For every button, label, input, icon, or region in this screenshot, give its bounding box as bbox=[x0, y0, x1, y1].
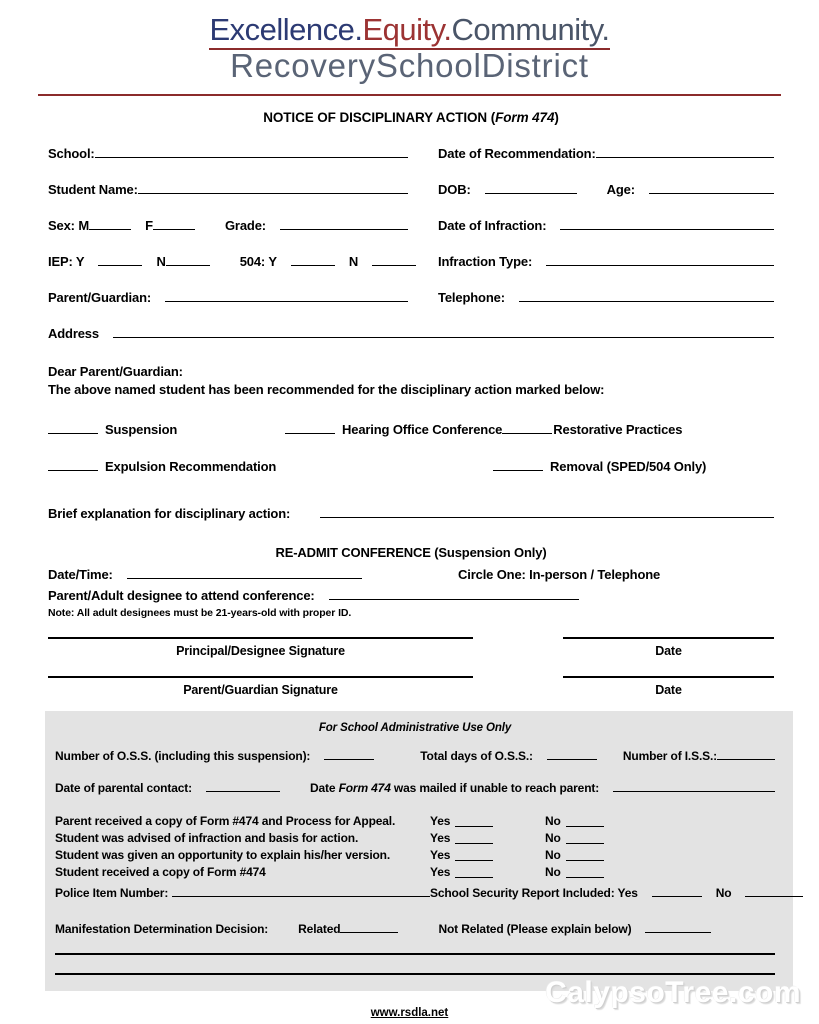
row-readmit-designee bbox=[48, 586, 774, 603]
signature-row-principal bbox=[48, 637, 774, 658]
manifestation-not-related-label: Not Related (Please explain below) bbox=[438, 922, 632, 937]
checklist-no-input[interactable] bbox=[566, 826, 604, 827]
parent-signature-label: Parent/Guardian Signature bbox=[183, 683, 338, 698]
readmit-designee-input[interactable] bbox=[329, 586, 579, 600]
logo-word-community: Community. bbox=[451, 12, 609, 50]
manifestation-explanation-line-2[interactable] bbox=[55, 973, 775, 975]
total-days-oss-label: Total days of O.S.S.: bbox=[420, 749, 533, 764]
iss-count-label: Number of I.S.S.: bbox=[622, 749, 718, 764]
district-website-link[interactable]: www.rsdla.net bbox=[370, 1007, 449, 1020]
security-report-yes-input[interactable] bbox=[652, 896, 702, 897]
checklist-yes-input[interactable] bbox=[455, 877, 493, 878]
student-name-label: Student Name: bbox=[48, 181, 138, 197]
address-label: Address bbox=[48, 325, 99, 341]
checklist-yes-input[interactable] bbox=[455, 860, 493, 861]
readmit-conference-heading: RE-ADMIT CONFERENCE (Suspension Only) bbox=[275, 545, 547, 561]
parental-contact-label: Date of parental contact: bbox=[55, 781, 192, 796]
checklist-no-label: No bbox=[545, 865, 561, 880]
principal-date-line[interactable] bbox=[563, 637, 774, 639]
row-iep-504 bbox=[48, 252, 774, 269]
manifestation-related-label: Related bbox=[298, 922, 341, 937]
manifestation-label: Manifestation Determination Decision: bbox=[55, 922, 269, 937]
checklist-no-input[interactable] bbox=[566, 860, 604, 861]
readmit-datetime-input[interactable] bbox=[127, 565, 362, 579]
parental-contact-input[interactable] bbox=[206, 791, 280, 792]
checklist-question: Parent received a copy of Form #474 and Process for Appeal. bbox=[55, 814, 396, 829]
checklist-row bbox=[55, 864, 775, 881]
address-input[interactable] bbox=[113, 324, 774, 338]
administrative-use-section bbox=[45, 711, 793, 991]
checklist-yes-option[interactable] bbox=[430, 830, 545, 847]
action-restorative-practices-checkbox[interactable] bbox=[502, 433, 552, 434]
row-parent-guardian bbox=[48, 288, 774, 305]
brief-explanation-label: Brief explanation for disciplinary action: bbox=[48, 506, 291, 522]
principal-signature-line[interactable] bbox=[48, 637, 473, 639]
action-removal-checkbox[interactable] bbox=[493, 470, 543, 471]
readmit-designee-label: Parent/Adult designee to attend conference: bbox=[48, 588, 315, 604]
student-name-input[interactable] bbox=[138, 180, 408, 194]
checklist-yes-label: Yes bbox=[430, 865, 451, 880]
iep-no-label: N bbox=[156, 253, 166, 269]
parent-guardian-input[interactable] bbox=[165, 288, 408, 302]
infraction-type-label: Infraction Type: bbox=[438, 253, 533, 269]
signature-spacer bbox=[473, 637, 563, 658]
letter-body: The above named student has been recommended for the disciplinary action marked below: bbox=[48, 382, 605, 398]
logo-tagline bbox=[0, 14, 819, 45]
action-hearing-office-conference-checkbox[interactable] bbox=[285, 433, 335, 434]
checklist-yes-input[interactable] bbox=[455, 843, 493, 844]
sex-female-label: F bbox=[145, 217, 153, 233]
row-address bbox=[48, 324, 774, 341]
header-divider bbox=[38, 94, 781, 96]
letter-block bbox=[48, 363, 774, 401]
checklist-no-label: No bbox=[545, 848, 561, 863]
age-label: Age: bbox=[606, 181, 635, 197]
checklist-no-option[interactable] bbox=[545, 847, 604, 864]
page-title-main: NOTICE OF DISCIPLINARY ACTION ( bbox=[263, 109, 496, 125]
principal-signature-label: Principal/Designee Signature bbox=[176, 644, 345, 659]
oss-count-label: Number of O.S.S. (including this suspension): bbox=[55, 749, 311, 764]
checklist-no-label: No bbox=[545, 831, 561, 846]
checklist-row bbox=[55, 813, 775, 830]
checklist-yes-option[interactable] bbox=[430, 813, 545, 830]
total-days-oss-input[interactable] bbox=[547, 759, 597, 760]
principal-date-label: Date bbox=[655, 644, 682, 659]
parent-date-label: Date bbox=[655, 683, 682, 698]
infraction-type-input[interactable] bbox=[546, 252, 774, 266]
school-label: School: bbox=[48, 145, 95, 161]
administrative-use-title: For School Administrative Use Only bbox=[318, 722, 512, 735]
page-title-close: ) bbox=[554, 109, 559, 125]
police-item-number-label: Police Item Number: bbox=[55, 886, 169, 901]
checklist-question: Student received a copy of Form #474 bbox=[55, 865, 266, 880]
actions-row-2 bbox=[48, 459, 774, 474]
principal-signature-cell[interactable] bbox=[48, 637, 473, 658]
telephone-label: Telephone: bbox=[438, 289, 505, 305]
action-removal[interactable] bbox=[493, 459, 706, 474]
oss-count-input[interactable] bbox=[324, 759, 374, 760]
signature-spacer-2 bbox=[473, 676, 563, 697]
readmit-datetime-label: Date/Time: bbox=[48, 567, 113, 583]
letter-salutation: Dear Parent/Guardian: bbox=[48, 363, 183, 379]
checklist-yes-option[interactable] bbox=[430, 864, 545, 881]
checklist-no-input[interactable] bbox=[566, 877, 604, 878]
action-restorative-practices[interactable] bbox=[502, 422, 682, 437]
form-mailed-label bbox=[310, 781, 599, 795]
action-expulsion-recommendation-label: Expulsion Recommendation bbox=[105, 459, 277, 475]
action-suspension-checkbox[interactable] bbox=[48, 433, 98, 434]
date-of-recommendation-label: Date of Recommendation: bbox=[438, 145, 596, 161]
security-report-no-label: No bbox=[715, 886, 732, 901]
iep-yes-input[interactable] bbox=[98, 265, 142, 266]
row-sex-grade bbox=[48, 216, 774, 233]
date-of-infraction-input[interactable] bbox=[560, 216, 774, 230]
row-student-name bbox=[48, 180, 774, 197]
page-title-form-number: Form 474 bbox=[495, 109, 555, 125]
form-mailed-suffix: was mailed if unable to reach parent: bbox=[390, 781, 600, 796]
section504-yes-input[interactable] bbox=[291, 265, 335, 266]
grade-label: Grade: bbox=[224, 217, 266, 233]
calypsotree-watermark: CalypsoTree.com bbox=[545, 976, 801, 1009]
date-of-recommendation-input[interactable] bbox=[596, 144, 774, 158]
manifestation-explanation-line-1[interactable] bbox=[55, 953, 775, 955]
parent-signature-line[interactable] bbox=[48, 676, 473, 678]
row-brief-explanation bbox=[48, 504, 774, 521]
action-hearing-office-conference-label: Hearing Office Conference bbox=[342, 422, 503, 438]
sex-female-input[interactable] bbox=[153, 229, 195, 230]
action-restorative-practices-label: Restorative Practices bbox=[553, 422, 683, 438]
parent-guardian-label: Parent/Guardian: bbox=[48, 289, 152, 305]
acknowledgement-checklist bbox=[55, 813, 775, 900]
checklist-question: Student was given an opportunity to explain his/her version. bbox=[55, 848, 391, 863]
signature-block bbox=[48, 637, 774, 697]
manifestation-not-related-input[interactable] bbox=[645, 932, 711, 933]
section504-yes-label: 504: Y bbox=[239, 253, 277, 269]
form-body bbox=[0, 110, 819, 698]
checklist-question: Student was advised of infraction and basis for action. bbox=[55, 831, 359, 846]
checklist-no-option[interactable] bbox=[545, 864, 604, 881]
checklist-yes-label: Yes bbox=[430, 814, 451, 829]
dob-label: DOB: bbox=[438, 181, 471, 197]
logo-word-excellence: Excellence. bbox=[209, 12, 362, 50]
age-input[interactable] bbox=[649, 180, 774, 194]
row-oss-counts bbox=[55, 749, 775, 763]
parent-signature-cell[interactable] bbox=[48, 676, 473, 697]
sex-male-input[interactable] bbox=[89, 229, 131, 230]
checklist-no-option[interactable] bbox=[545, 813, 604, 830]
section504-no-label: N bbox=[348, 253, 359, 269]
row-readmit-datetime bbox=[48, 565, 774, 582]
actions-row-1 bbox=[48, 422, 774, 437]
brief-explanation-input[interactable] bbox=[320, 504, 774, 518]
logo-district-name: RecoverySchoolDistrict bbox=[230, 47, 589, 84]
logo-word-equity: Equity. bbox=[362, 12, 451, 50]
parent-date-cell[interactable] bbox=[563, 676, 774, 697]
action-suspension[interactable] bbox=[48, 422, 285, 437]
row-parental-contact bbox=[55, 778, 775, 795]
date-of-infraction-label: Date of Infraction: bbox=[438, 217, 547, 233]
form-mailed-input[interactable] bbox=[613, 778, 775, 792]
telephone-input[interactable] bbox=[519, 288, 774, 302]
action-expulsion-recommendation[interactable] bbox=[48, 459, 493, 474]
row-manifestation-determination bbox=[55, 922, 775, 936]
action-removal-label: Removal (SPED/504 Only) bbox=[550, 459, 707, 475]
security-report-no-input[interactable] bbox=[745, 896, 803, 897]
page-footer bbox=[0, 1007, 819, 1019]
action-hearing-office-conference[interactable] bbox=[285, 422, 502, 437]
principal-date-cell[interactable] bbox=[563, 637, 774, 658]
page-title bbox=[48, 110, 774, 125]
action-suspension-label: Suspension bbox=[105, 422, 178, 438]
checklist-yes-option[interactable] bbox=[430, 847, 545, 864]
sex-male-label: Sex: M bbox=[48, 217, 90, 233]
checklist-yes-input[interactable] bbox=[455, 826, 493, 827]
iep-no-input[interactable] bbox=[166, 265, 210, 266]
disciplinary-actions bbox=[48, 422, 774, 474]
checklist-yes-label: Yes bbox=[430, 848, 451, 863]
checklist-row bbox=[55, 847, 775, 864]
checklist-yes-label: Yes bbox=[430, 831, 451, 846]
readmit-note: Note: All adult designees must be 21-years-old with proper ID. bbox=[48, 607, 352, 620]
security-report-label: School Security Report Included: Yes bbox=[430, 886, 638, 901]
grade-input[interactable] bbox=[280, 216, 408, 230]
row-police-security bbox=[55, 883, 775, 900]
parent-date-line[interactable] bbox=[563, 676, 774, 678]
iss-count-input[interactable] bbox=[717, 759, 775, 760]
police-item-number-input[interactable] bbox=[172, 883, 430, 897]
checklist-no-label: No bbox=[545, 814, 561, 829]
form-mailed-form-number: Form 474 bbox=[338, 781, 391, 796]
row-school bbox=[48, 144, 774, 161]
action-expulsion-recommendation-checkbox[interactable] bbox=[48, 470, 98, 471]
circle-one-label: Circle One: In-person / Telephone bbox=[458, 567, 661, 583]
district-logo bbox=[0, 0, 819, 84]
form-mailed-prefix: Date bbox=[309, 781, 339, 796]
school-input[interactable] bbox=[95, 144, 408, 158]
checklist-row bbox=[55, 830, 775, 847]
checklist-no-option[interactable] bbox=[545, 830, 604, 847]
dob-input[interactable] bbox=[485, 180, 577, 194]
manifestation-related-input[interactable] bbox=[340, 932, 398, 933]
section504-no-input[interactable] bbox=[372, 265, 416, 266]
checklist-no-input[interactable] bbox=[566, 843, 604, 844]
signature-row-parent bbox=[48, 676, 774, 697]
iep-yes-label: IEP: Y bbox=[48, 253, 85, 269]
